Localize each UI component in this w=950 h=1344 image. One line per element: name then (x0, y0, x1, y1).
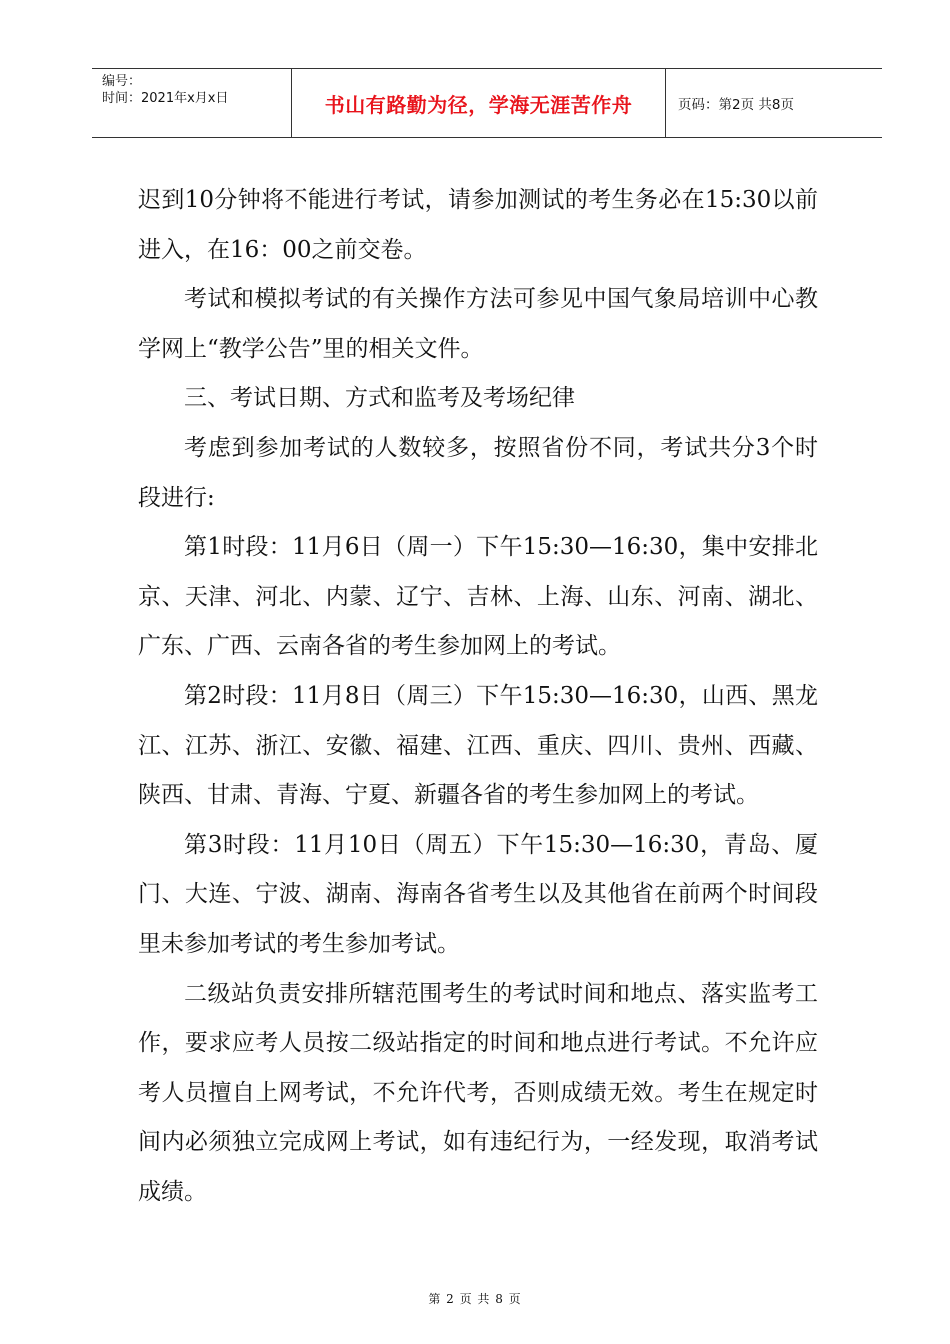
paragraph-session-1: 第1时段：11月6日（周一）下午15:30—16:30，集中安排北京、天津、河北、内蒙、辽宁、吉林、上海、山东、河南、湖北、广东、广西、云南各省的考生参加网上的考试。 (138, 534, 818, 660)
section-heading: 三、考试日期、方式和监考及考场纪律 (184, 385, 575, 412)
page-footer: 第 2 页 共 8 页 (428, 1292, 522, 1306)
paragraph-discipline: 二级站负责安排所辖范围考生的考试时间和地点、落实监考工作，要求应考人员按二级站指定的时间和地点进行考试。不允许应考人员擅自上网考试，不允许代考，否则成绩无效。考生在规定时间内必须独立完成网上考试，如有违纪行为，一经发现，取消考试成绩。 (138, 980, 818, 1205)
paragraph-schedule-intro: 考虑到参加考试的人数较多，按照省份不同，考试共分3个时段进行: (138, 434, 818, 511)
header-motto: 书山有路勤为径，学海无涯苦作舟 (292, 69, 666, 137)
document-body (138, 176, 818, 1217)
paragraph-continuation: 迟到10分钟将不能进行考试，请参加测试的考生务必在15:30以前进入，在16：00之前交卷。 (138, 187, 818, 263)
paragraph-operation-notes: 考试和模拟考试的有关操作方法可参见中国气象局培训中心教学网上“教学公告”里的相关文件。 (138, 286, 818, 362)
paragraph-session-3: 第3时段：11月10日（周五）下午15:30—16:30，青岛、厦门、大连、宁波、湖南、海南各省考生以及其他省在前两个时间段里未参加考试的考生参加考试。 (138, 831, 818, 957)
paragraph-session-2: 第2时段：11月8日（周三）下午15:30—16:30，山西、黑龙江、江苏、浙江、安徽、福建、江西、重庆、四川、贵州、西藏、陕西、甘肃、青海、宁夏、新疆各省的考生参加网上的考试。 (138, 682, 818, 809)
document-number-label: 编号： (102, 74, 142, 89)
document-date-label: 时间：2021年x月x日 (102, 91, 229, 106)
page-header (92, 68, 882, 138)
header-meta (92, 69, 292, 137)
header-page-number: 页码：第2页 共8页 (678, 97, 794, 113)
